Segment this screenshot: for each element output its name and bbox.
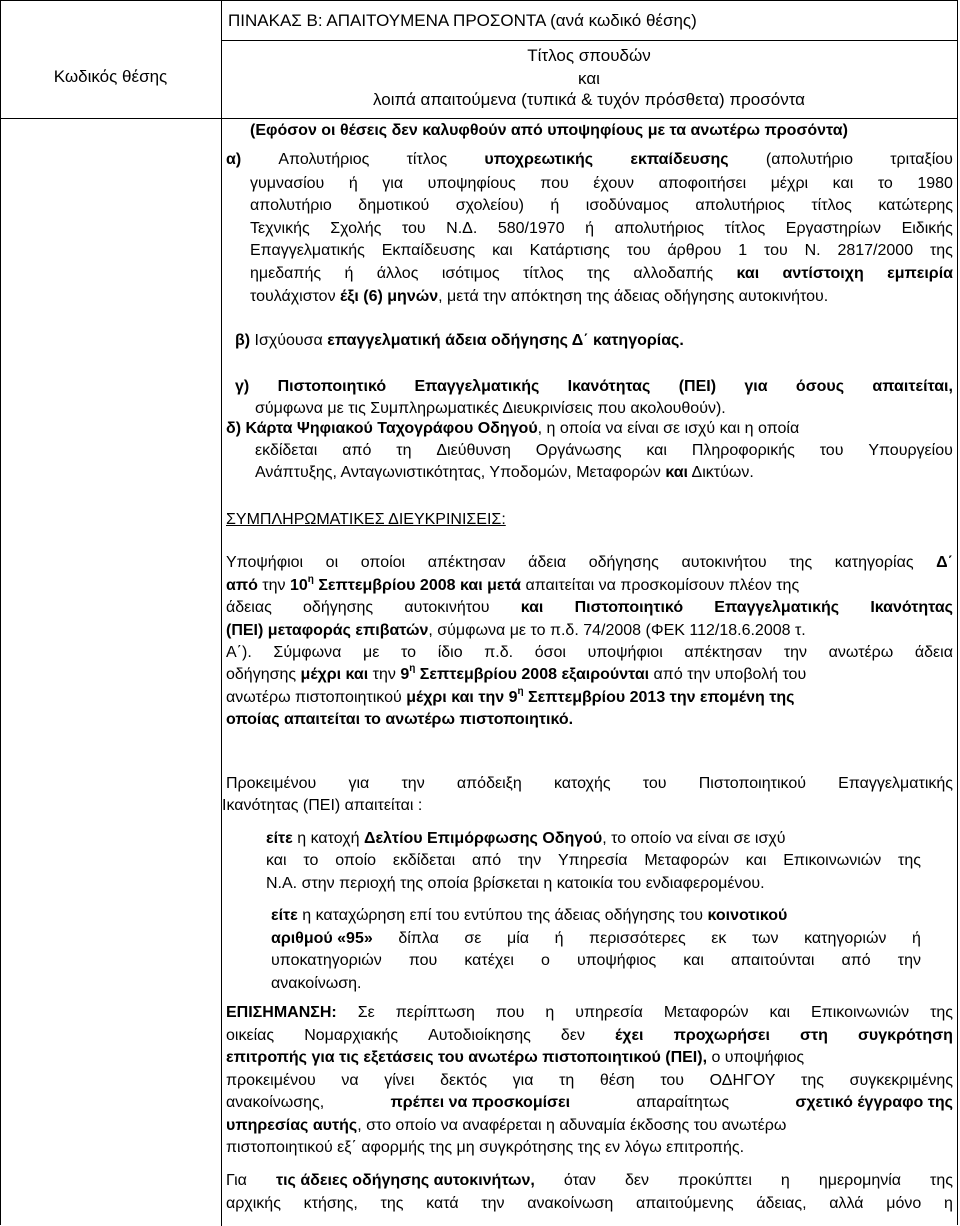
item-a-line: γυμνασίου ή για υποψηφίους που έχουν αποφοιτήσει μέχρι και το 1980 [250, 175, 953, 192]
item-d-line: Ανάπτυξης, Ανταγωνιστικότητας, Υποδομών, Μεταφορών και Δικτύων. [255, 464, 754, 481]
paragraph-line: Προκειμένου για την απόδειξη κατοχής του Πιστοποιητικού Επαγγελματικής [226, 775, 953, 792]
note-line: επιτροπής για τις εξετάσεις του ανωτέρω πιστοποιητικού (ΠΕΙ), ο υποψήφιος [226, 1049, 805, 1066]
note-line: πιστοποιητικού εξ΄ αφορμής της μη συγκρότησης της εν λόγω επιτροπής. [226, 1139, 745, 1156]
note-line: υπηρεσίας αυτής, στο οποίο να αναφέρεται η αδυναμία έκδοσης του ανωτέρω [226, 1117, 787, 1134]
intro-note: (Εφόσον οι θέσεις δεν καλυφθούν από υποψηφίους με τα ανωτέρω προσόντα) [250, 122, 848, 139]
paragraph-line: Ικανότητας (ΠΕΙ) απαιτείται : [222, 797, 423, 814]
paragraph-line: από την $10^\eta$ Σεπτεμβρίου 2008 και μετά απαιτείται να προσκομίσουν πλέον της [226, 574, 800, 594]
item-d-line: εκδίδεται από τη Διεύθυνση Οργάνωσης και Πληροφορικής του Υπουργείου [255, 442, 953, 459]
either-line: Ν.Α. στην περιοχή της οποία βρίσκεται η κατοικία του ενδιαφερομένου. [266, 875, 765, 892]
either-line: υποκατηγοριών που κατέχει ο υποψήφιος και απαιτούνται από την [271, 952, 921, 969]
item-d-line: δ) Κάρτα Ψηφιακού Ταχογράφου Οδηγού, η οποία να είναι σε ισχύ και η οποία [226, 420, 800, 437]
item-c-line: γ) Πιστοποιητικό Επαγγελματικής Ικανότητας (ΠΕΙ) για όσους απαιτείται, [235, 378, 953, 395]
paragraph-line: άδειας οδήγησης αυτοκινήτου και Πιστοποιητικό Επαγγελματικής Ικανότητας [226, 599, 953, 616]
either-line: και το οποίο εκδίδεται από την Υπηρεσία Μεταφορών και Επικοινωνιών της [266, 852, 921, 869]
table-title: ΠΙΝΑΚΑΣ Β: ΑΠΑΙΤΟΥΜΕΝΑ ΠΡΟΣΟΝΤΑ (ανά κωδικό θέσης) [228, 11, 697, 30]
note-line: οικείας Νομαρχιακής Αυτοδιοίκησης δεν έχει προχωρήσει στη συγκρότηση [226, 1027, 953, 1044]
code-column-header-cell [1, 1, 222, 118]
item-a-line: τουλάχιστον έξι (6) μηνών, μετά την απόκτηση της άδειας οδήγησης αυτοκινήτου. [250, 288, 829, 305]
item-a-line: απολυτήριο δημοτικού σχολείου) ή ισοδύναμος απολυτήριος τίτλος κατώτερης [250, 197, 953, 214]
title-column-header-line2: και [578, 69, 600, 88]
item-a-line: α) Απολυτήριος τίτλος υποχρεωτικής εκπαίδευσης (απολυτήριο τριταξίου [226, 151, 953, 168]
note-line: προκειμένου να γίνει δεκτός για τη θέση του ΟΔΗΓΟΥ της συγκεκριμένης [226, 1072, 953, 1089]
paragraph-line: οδήγησης μέχρι και την $9^\eta$ Σεπτεμβρίου 2008 εξαιρούνται από την υποβολή του [226, 663, 807, 683]
either-line: είτε η κατοχή Δελτίου Επιμόρφωσης Οδηγού, το οποίο να είναι σε ισχύ [266, 830, 786, 847]
note-line: ΕΠΙΣΗΜΑΝΣΗ: Σε περίπτωση που η υπηρεσία Μεταφορών και Επικοινωνιών της [226, 1004, 953, 1021]
paragraph-line: οποίας απαιτείται το ανωτέρω πιστοποιητικό. [226, 711, 574, 728]
paragraph-line: ανωτέρω πιστοποιητικού μέχρι και την $9^\eta$ Σεπτεμβρίου 2013 την επομένη της [226, 686, 795, 706]
either-line: είτε η καταχώρηση επί του εντύπου της άδειας οδήγησης του κοινοτικού [271, 907, 788, 924]
supplementary-heading: ΣΥΜΠΛΗΡΩΜΑΤΙΚΕΣ ΔΙΕΥΚΡΙΝΙΣΕΙΣ: [226, 511, 506, 528]
item-a-line: Τεχνικής Σχολής του Ν.Δ. 580/1970 ή απολυτήριος τίτλος Εργαστηρίων Ειδικής [250, 220, 953, 237]
note-line: ανακοίνωσης, πρέπει να προσκομίσει απαραίτητως σχετικό έγγραφο της [226, 1094, 953, 1111]
title-column-header-line3: λοιπά απαιτούμενα (τυπικά & τυχόν πρόσθετα) προσόντα [373, 90, 805, 109]
item-a-line: Επαγγελματικής Εκπαίδευσης και Κατάρτισης του άρθρου 1 του Ν. 2817/2000 της [250, 242, 953, 259]
code-column-header: Κωδικός θέσης [53, 67, 168, 86]
title-column-header-line1: Τίτλος σπουδών [527, 46, 651, 65]
item-c-line: σύμφωνα με τις Συμπληρωματικές Διευκρινίσεις που ακολουθούν). [255, 400, 726, 417]
code-column-body-cell [1, 118, 222, 1226]
either-line: ανακοίνωση. [271, 975, 362, 992]
paragraph-line: (ΠΕΙ) μεταφοράς επιβατών, σύμφωνα με το π.δ. 74/2008 (ΦΕΚ 112/18.6.2008 τ. [226, 622, 806, 639]
item-a-line: ημεδαπής ή άλλος ισότιμος τίτλος της αλλοδαπής και αντίστοιχη εμπειρία [250, 265, 953, 282]
either-line: αριθμού «95» δίπλα σε μία ή περισσότερες εκ των κατηγοριών ή [271, 930, 921, 947]
paragraph-line: Υποψήφιοι οι οποίοι απέκτησαν άδεια οδήγησης αυτοκινήτου της κατηγορίας Δ΄ [226, 554, 953, 571]
last-paragraph-line: Για τις άδειες οδήγησης αυτοκινήτων, όταν δεν προκύπτει η ημερομηνία της [226, 1172, 953, 1189]
header-divider [1, 118, 958, 119]
paragraph-line: Α΄). Σύμφωνα με το ίδιο π.δ. όσοι υποψήφιοι απέκτησαν την ανωτέρω άδεια [226, 644, 953, 661]
item-b-line: β) Ισχύουσα επαγγελματική άδεια οδήγησης Δ΄ κατηγορίας. [235, 332, 684, 349]
last-paragraph-line: αρχικής κτήσης, της κατά την ανακοίνωση απαιτούμενης άδειας, αλλά μόνο η [226, 1195, 953, 1212]
